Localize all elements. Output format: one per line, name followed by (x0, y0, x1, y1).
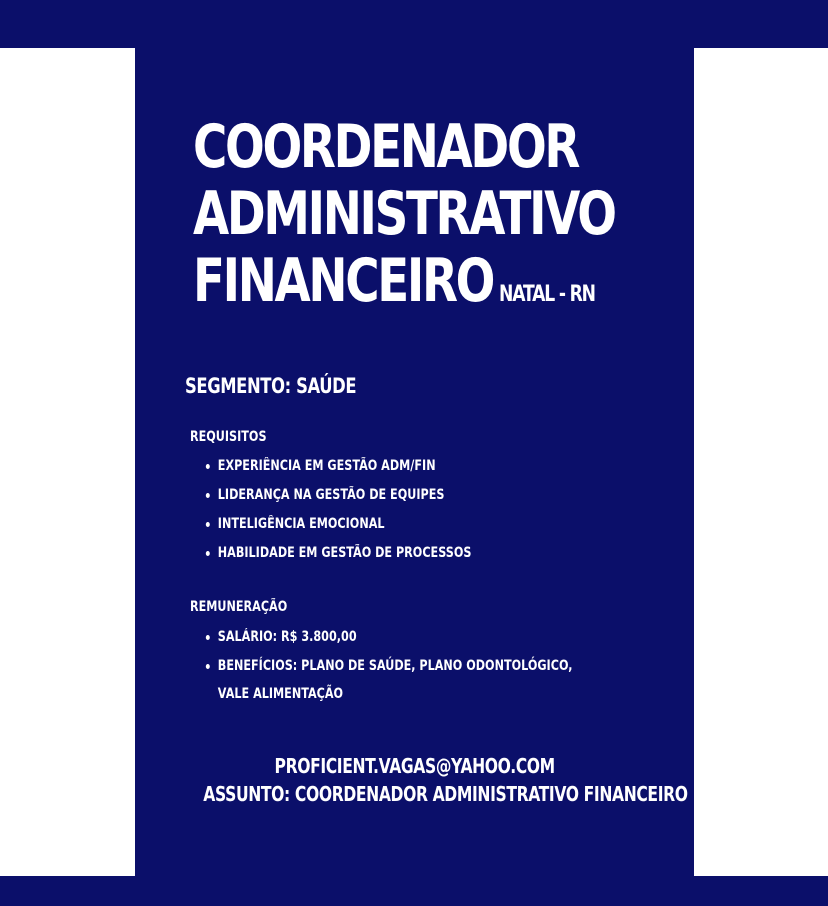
list-item-text: LIDERANÇA NA GESTÃO DE EQUIPES (217, 487, 445, 503)
list-item-text: HABILIDADE EM GESTÃO DE PROCESSOS (217, 545, 472, 561)
left-white-panel (0, 48, 135, 876)
contact-subject (135, 782, 694, 806)
list-item (205, 539, 471, 568)
job-title-line: FINANCEIRO (193, 246, 494, 316)
segment-label: SEGMENTO: SAÚDE (185, 374, 357, 398)
remuneration-list (205, 623, 664, 708)
bullet-icon (206, 493, 210, 498)
remuneration-title: REMUNERAÇÃO (190, 599, 288, 615)
contact-subject-text: ASSUNTO: COORDENADOR ADMINISTRATIVO FINANCEIRO (203, 782, 688, 806)
job-title-line: COORDENADOR (193, 112, 579, 182)
list-item (205, 481, 471, 510)
job-title-line: ADMINISTRATIVO (193, 179, 615, 249)
benefits-text-continued: VALE ALIMENTAÇÃO (217, 686, 344, 702)
benefits-text: BENEFÍCIOS: PLANO DE SAÚDE, PLANO ODONTOLÓGICO, (217, 658, 573, 674)
requirements-list (205, 452, 538, 568)
list-item (205, 452, 471, 481)
list-item (205, 652, 572, 708)
job-posting-card (135, 48, 694, 876)
requirements-title: REQUISITOS (190, 429, 267, 445)
bullet-icon (206, 464, 210, 469)
list-item (205, 623, 572, 652)
list-item (205, 510, 471, 539)
job-location: NATAL - RN (499, 282, 595, 307)
list-item-text: INTELIGÊNCIA EMOCIONAL (217, 516, 385, 532)
bullet-icon (206, 635, 210, 640)
contact-email[interactable] (135, 754, 694, 778)
list-item-text: EXPERIÊNCIA EM GESTÃO ADM/FIN (217, 458, 436, 474)
bullet-icon (206, 551, 210, 556)
bullet-icon (206, 522, 210, 527)
right-white-panel (694, 48, 828, 876)
salary-text: SALÁRIO: R$ 3.800,00 (217, 629, 357, 645)
bullet-icon (206, 664, 210, 669)
contact-email-text: PROFICIENT.VAGAS@YAHOO.COM (274, 754, 555, 778)
